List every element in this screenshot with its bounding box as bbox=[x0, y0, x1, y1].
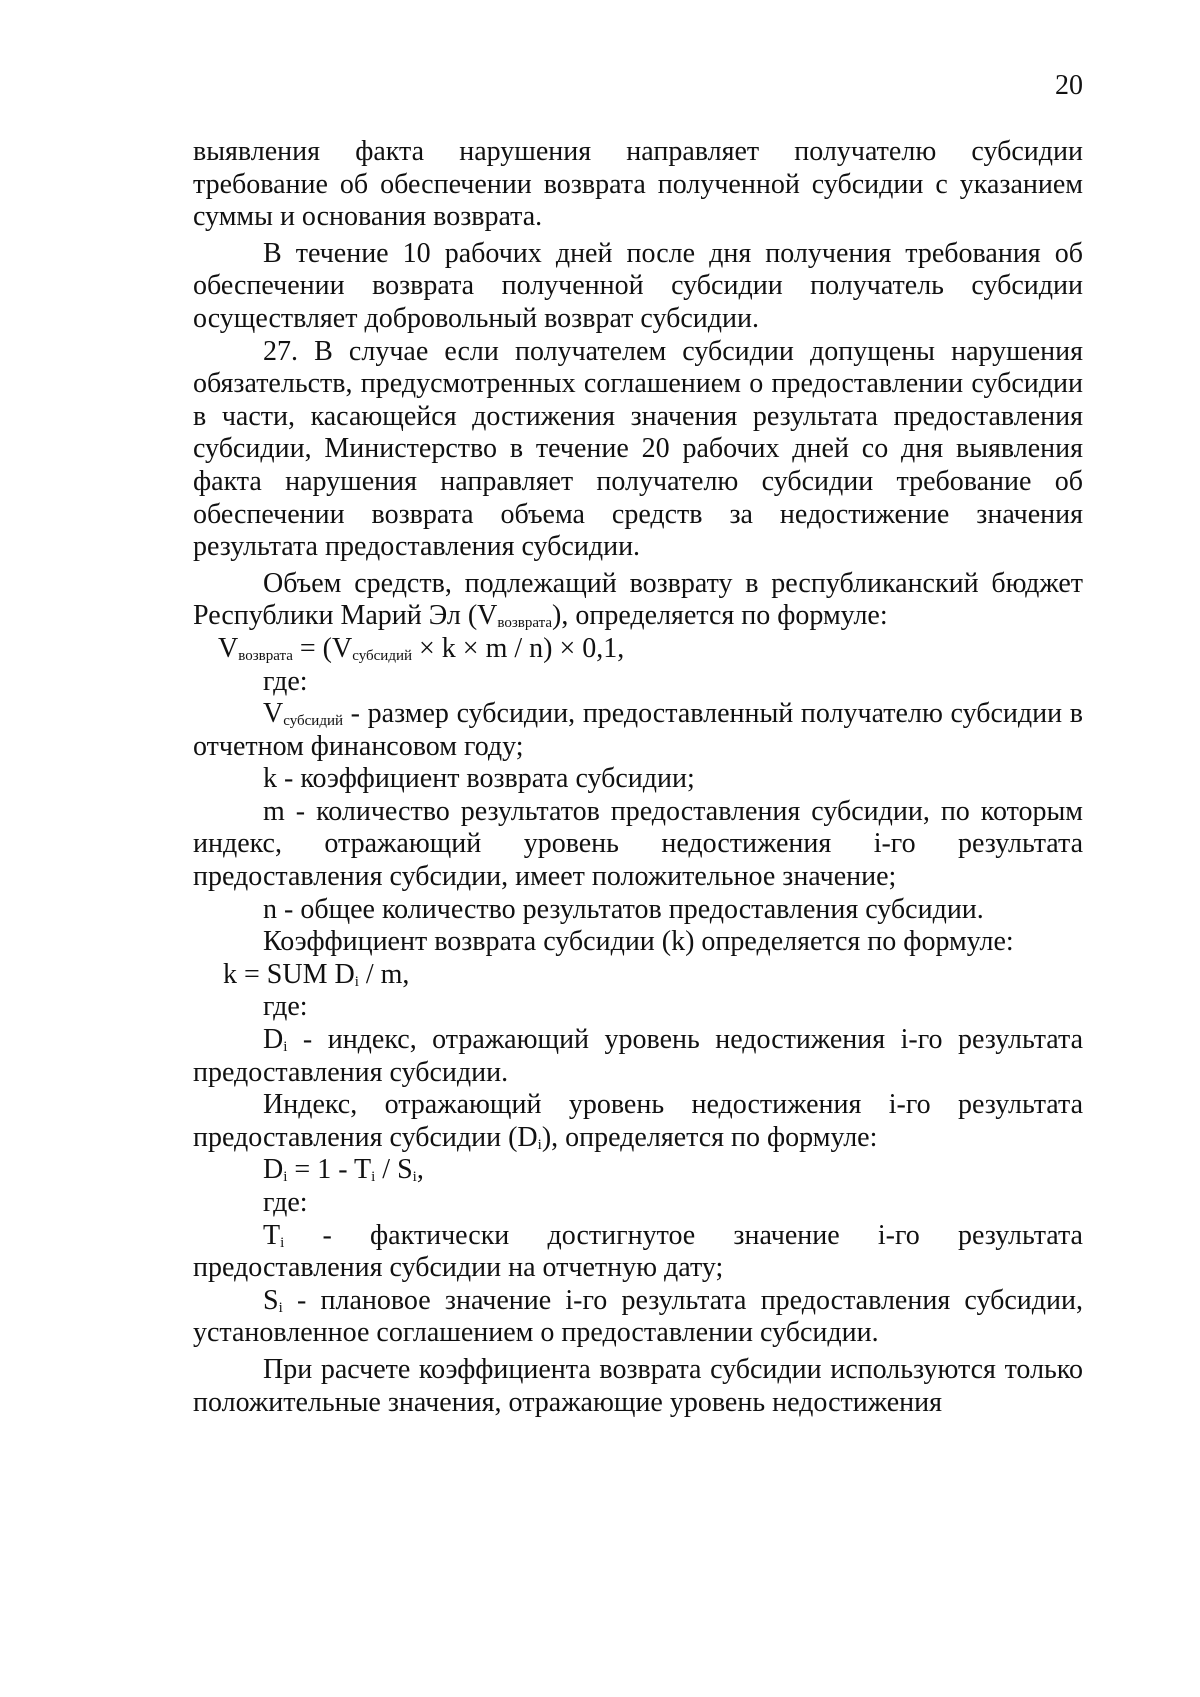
subscript: i bbox=[537, 1136, 542, 1153]
formula-part: k = SUM D bbox=[223, 958, 355, 990]
text: - фактически достигнутое значение i-го результата предоставления субсидии на отчетную дату; bbox=[193, 1219, 1083, 1284]
subscript: возврата bbox=[497, 615, 553, 632]
text: ), определяется по формуле: bbox=[552, 600, 888, 632]
definition-m: m - количество результатов предоставления субсидии, по которым индекс, отражающий уровень недостижения i-го результата предоставления субсидии, имеет положительное значение; bbox=[193, 795, 1083, 893]
formula-part: / S bbox=[375, 1154, 413, 1186]
formula-part: = 1 - T bbox=[287, 1154, 372, 1186]
symbol: V bbox=[263, 698, 284, 730]
symbol: D bbox=[263, 1024, 284, 1056]
text: - плановое значение i-го результата предоставления субсидии, установленное соглашением о предоставлении субсидии. bbox=[193, 1284, 1083, 1349]
text: - размер субсидии, предоставленный получателю субсидии в отчетном финансовом году; bbox=[193, 698, 1083, 762]
paragraph-return-volume bbox=[193, 568, 1083, 633]
paragraph-positive-values: При расчете коэффициента возврата субсидии используются только положительные значения, отражающие уровень недостижения bbox=[193, 1353, 1083, 1418]
text: ), определяется по формуле: bbox=[541, 1121, 878, 1153]
formula-k bbox=[193, 959, 1083, 992]
formula-subscript: возврата bbox=[238, 647, 293, 664]
definition-di bbox=[193, 1024, 1083, 1089]
formula-part: = (V bbox=[292, 632, 353, 664]
text: - индекс, отражающий уровень недостижения i-го результата предоставления субсидии. bbox=[193, 1024, 1083, 1088]
formula-subscript: i bbox=[354, 973, 359, 990]
paragraph-index-formula-intro bbox=[193, 1089, 1083, 1154]
formula-v-return bbox=[193, 633, 1083, 666]
formula-subscript: i bbox=[371, 1169, 376, 1186]
subscript: i bbox=[280, 1234, 285, 1251]
formula-di bbox=[193, 1154, 1083, 1187]
formula-part: V bbox=[218, 632, 239, 664]
definition-n: n - общее количество результатов предоставления субсидии. bbox=[263, 893, 984, 925]
formula-part: × k × m / n) × 0,1, bbox=[412, 632, 625, 664]
definition-ti bbox=[193, 1220, 1083, 1285]
paragraph-27: 27. В случае если получателем субсидии допущены нарушения обязательств, предусмотренных соглашением о предоставлении субсидии в части, касающейся достижения значения результата предоставления субсидии, Министерство в течение 20 рабочих дней со дня выявления факта нарушения направляет получателю субсидии требование об обеспечении возврата объема средств за недостижение значения результата предоставления субсидии. bbox=[193, 335, 1083, 563]
paragraph-k-formula-intro: Коэффициент возврата субсидии (k) определяется по формуле: bbox=[263, 926, 1014, 958]
paragraph-voluntary-return: В течение 10 рабочих дней после дня получения требования об обеспечении возврата полученной субсидии получатель субсидии осуществляет добровольный возврат субсидии. bbox=[193, 237, 1083, 334]
formula-subscript: субсидий bbox=[352, 647, 412, 664]
formula-part: , bbox=[416, 1154, 424, 1186]
definition-v-subsidy bbox=[193, 698, 1083, 763]
paragraph-violation-continued: выявления факта нарушения направляет получателю субсидии требование об обеспечении возврата полученной субсидии с указанием суммы и основания возврата. bbox=[193, 136, 1083, 233]
subscript: i bbox=[283, 1039, 288, 1056]
symbol: T bbox=[263, 1219, 281, 1251]
document-body bbox=[193, 136, 1083, 1419]
formula-part: / m, bbox=[358, 958, 410, 990]
subscript: субсидий bbox=[283, 713, 343, 730]
text: Индекс, отражающий уровень недостижения i-го результата предоставления субсидии (D bbox=[193, 1089, 1083, 1153]
where-label: где: bbox=[263, 991, 308, 1023]
formula-subscript: i bbox=[283, 1169, 288, 1186]
page-number: 20 bbox=[1055, 70, 1083, 101]
definition-k: k - коэффициент возврата субсидии; bbox=[263, 763, 695, 795]
formula-subscript: i bbox=[412, 1169, 417, 1186]
where-label: где: bbox=[263, 665, 308, 697]
formula-part: D bbox=[263, 1154, 284, 1186]
subscript: i bbox=[278, 1299, 283, 1316]
text: Объем средств, подлежащий возврату в республиканский бюджет Республики Марий Эл (V bbox=[193, 567, 1083, 632]
symbol: S bbox=[263, 1284, 279, 1316]
where-label: где: bbox=[263, 1187, 308, 1218]
definition-si bbox=[193, 1285, 1083, 1350]
